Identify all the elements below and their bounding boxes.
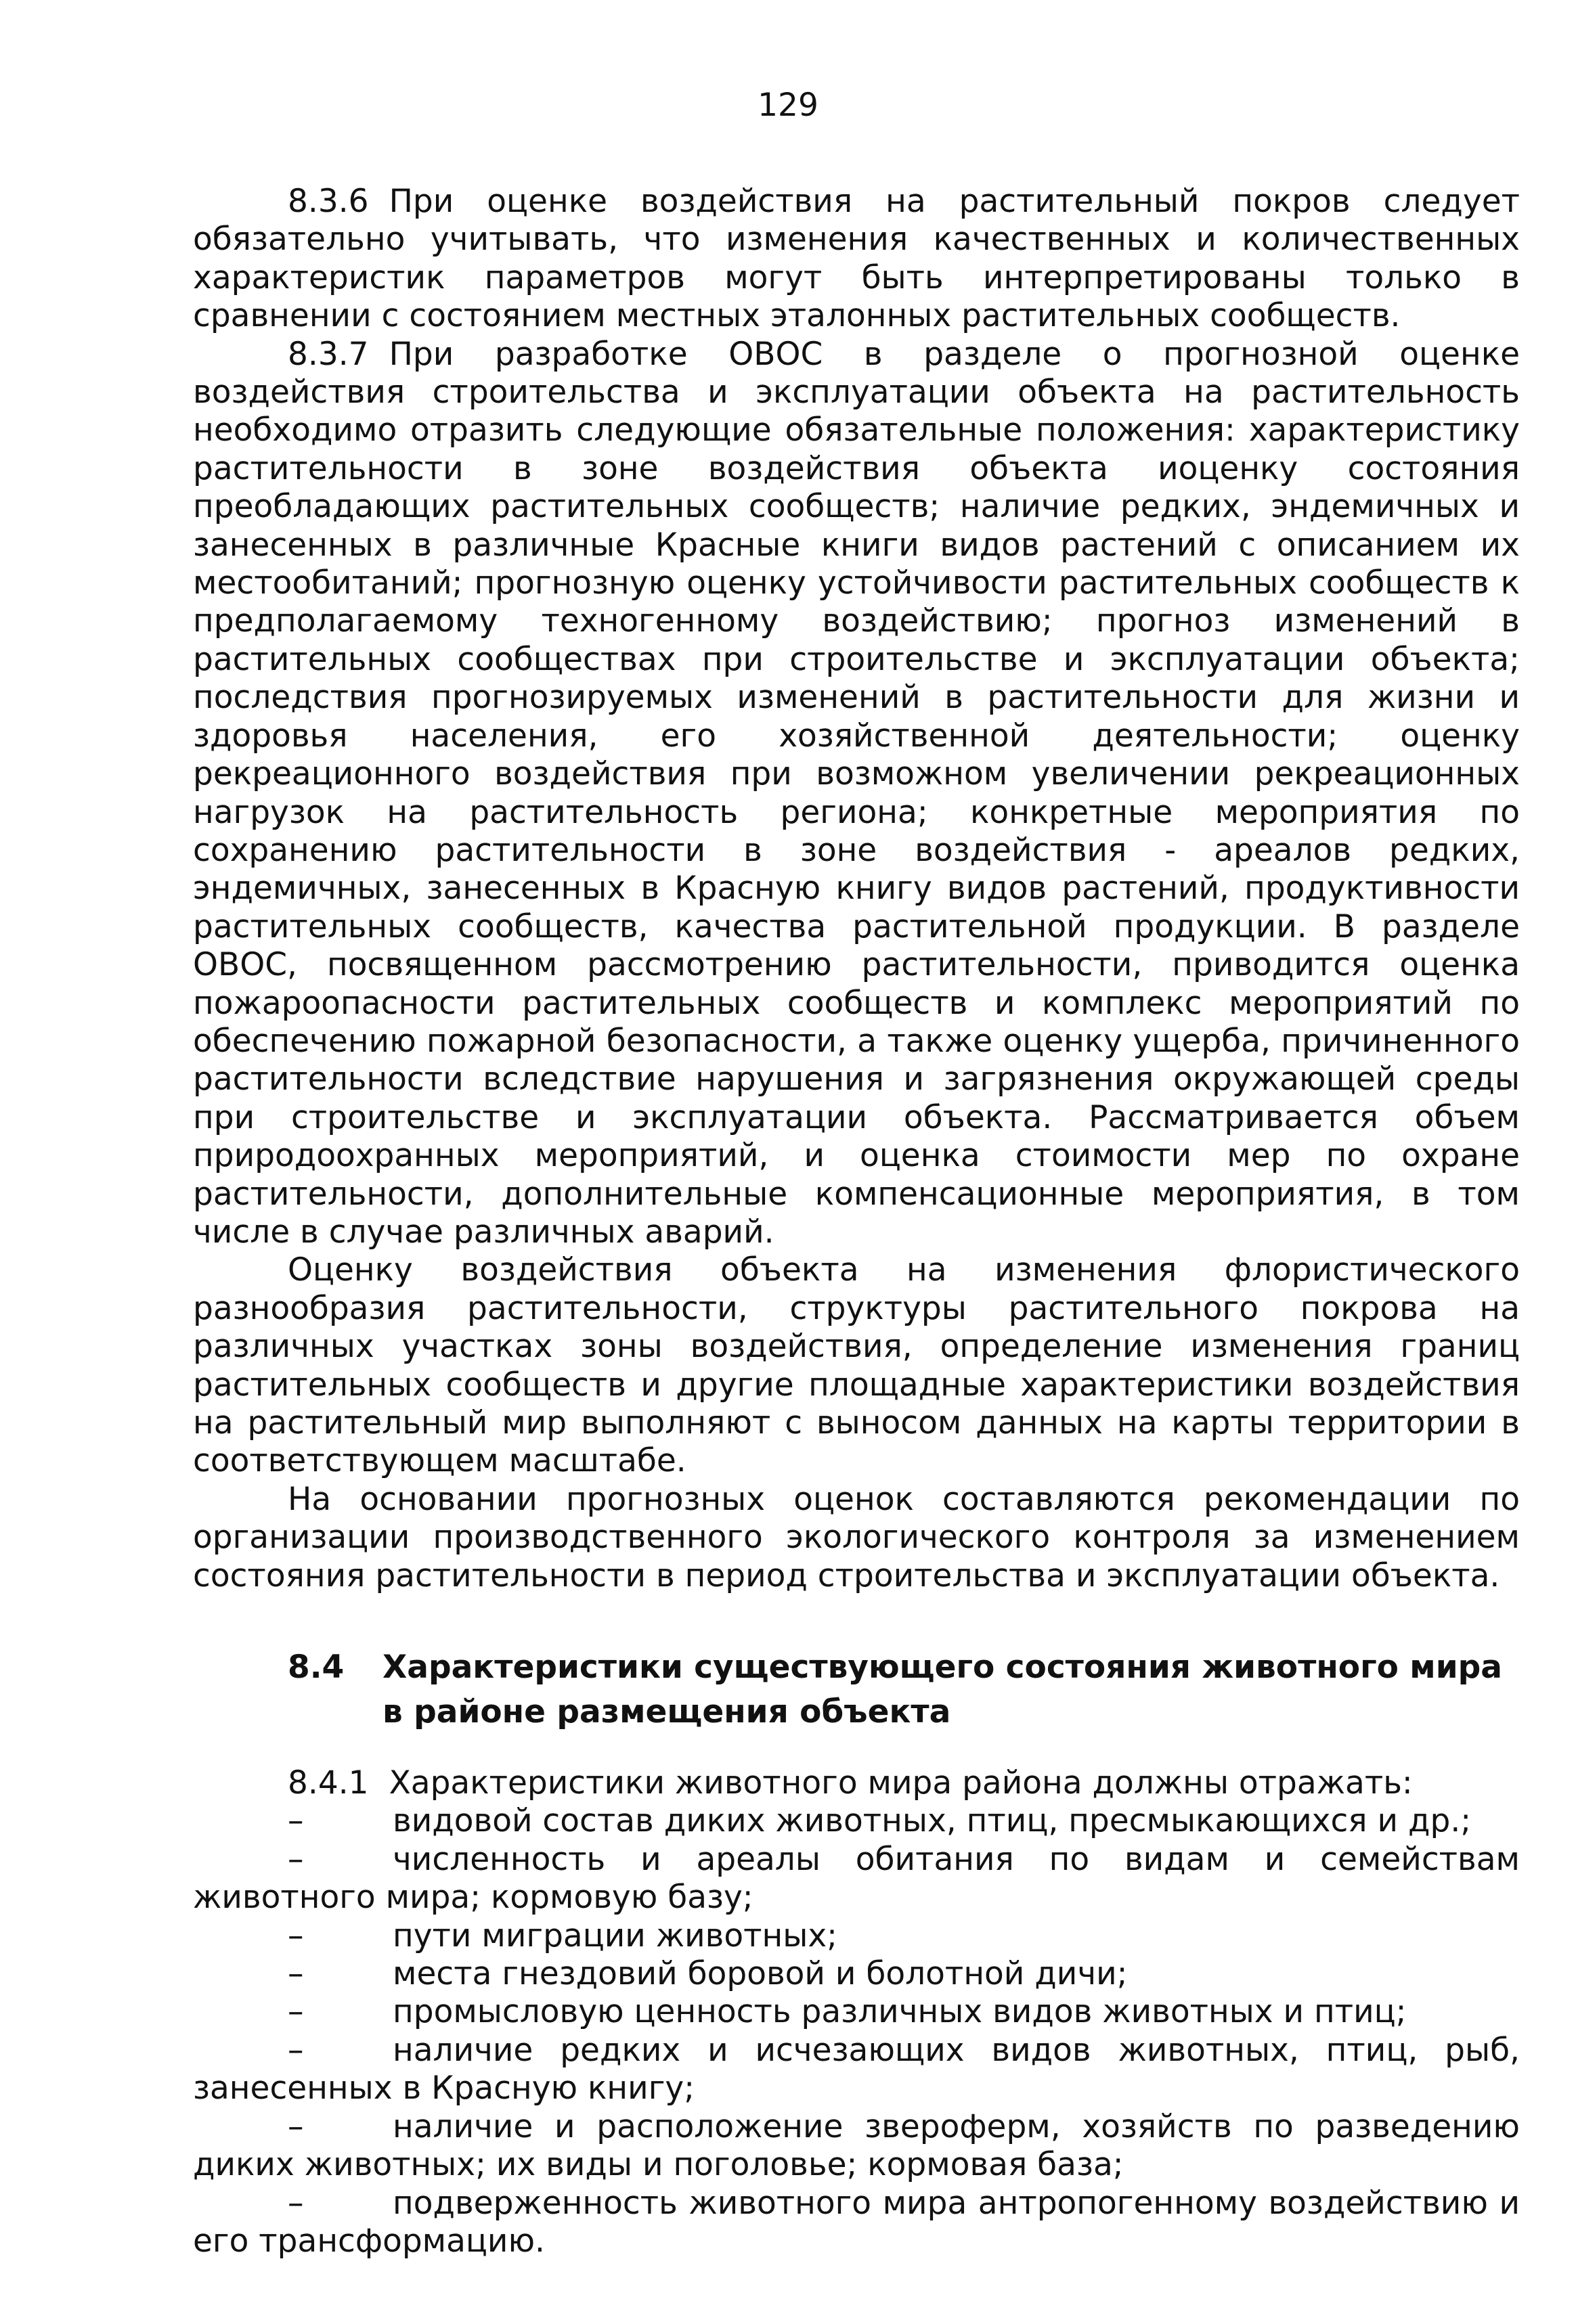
- list-dash: –: [288, 1955, 304, 1993]
- list-item: [193, 1841, 1520, 1917]
- list-dash: –: [288, 1993, 304, 2031]
- paragraph-8-4-1: [193, 1764, 1520, 1802]
- list-item: [193, 1802, 1520, 1840]
- list-dash: –: [288, 2107, 304, 2145]
- list-dash: –: [288, 1840, 304, 1878]
- paragraph-8-3-7: [193, 336, 1520, 1252]
- paragraph-text: Характеристики животного мира района должны отражать:: [389, 1764, 1413, 1802]
- paragraph-text: При разработке ОВОС в разделе о прогнозной оценке воздействия строительства и эксплуатации объекта на растительность необходимо отразить следующие обязательные положения: характеристику растительности в зоне воздействия объекта иоценку состояния преобладающих растительных сообществ; наличие редких, эндемичных и занесенных в различные Красные книги видов растений с описанием их местообитаний; прогнозную оценку устойчивости растительных сообществ к предполагаемому техногенному воздействию; прогноз изменений в растительных сообществах при строительстве и эксплуатации объекта; последствия прогнозируемых изменений в растительности для жизни и здоровья населения, его хозяйственной деятельности; оценку рекреационного воздействия при возможном увеличении рекреационных нагрузок на растительность региона; конкретные мероприятия по сохранению растительности в зоне воздействия - ареалов редких, эндемичных, занесенных в Красную книгу видов растений, продуктивности растительных сообществ, качества растительной продукции. В разделе ОВОС, посвященном рассмотрению растительности, приводится оценка пожароопасности растительных сообществ и комплекс мероприятий по обеспечению пожарной безопасности, а также оценку ущерба, причиненного растительности вследствие нарушения и загрязнения окружающей среды при строительстве и эксплуатации объекта. Рассматривается объем природоохранных мероприятий, и оценка стоимости мер по охране растительности, дополнительные компенсационные мероприятия, в том числе в случае различных аварий.: [193, 335, 1520, 1251]
- section-number: 8.4: [288, 1649, 345, 1686]
- list-item-text: промысловую ценность различных видов животных и птиц;: [393, 1993, 1407, 2031]
- list-item-text: видовой состав диких животных, птиц, пресмыкающихся и др.;: [393, 1802, 1472, 1840]
- list-item-text: наличие редких и исчезающих видов животных, птиц, рыб, занесенных в Красную книгу;: [193, 2031, 1520, 2107]
- list-item: [193, 2108, 1520, 2185]
- paragraph-recommendations: На основании прогнозных оценок составляются рекомендации по организации производственного экологического контроля за изменением состояния растительности в период строительства и эксплуатации объекта.: [193, 1480, 1520, 1594]
- paragraph-text: При оценке воздействия на растительный покров следует обязательно учитывать, что изменения качественных и количественных характеристик параметров могут быть интерпретированы только в сравнении с состоянием местных эталонных растительных сообществ.: [193, 183, 1520, 335]
- list-item: [193, 2185, 1520, 2261]
- list-dash: –: [288, 2184, 304, 2222]
- paragraph-number: 8.3.6: [288, 183, 369, 220]
- list-item-text: пути миграции животных;: [393, 1917, 837, 1954]
- document-body: [193, 183, 1520, 2260]
- section-heading-8-4: [193, 1645, 1520, 1735]
- paragraph-number: 8.4.1: [288, 1764, 369, 1802]
- list-item-text: наличие и расположение звероферм, хозяйств по разведению диких животных; их виды и поголовье; кормовая база;: [193, 2107, 1520, 2184]
- paragraph-number: 8.3.7: [288, 335, 369, 373]
- paragraph-flora: Оценку воздействия объекта на изменения флористического разнообразия растительности, структуры растительного покрова на различных участках зоны воздействия, определение изменения границ растительных сообществ и другие площадные характеристики воздействия на растительный мир выполняют с выносом данных на карты территории в соответствующем масштабе.: [193, 1251, 1520, 1480]
- paragraph-8-3-6: [193, 183, 1520, 336]
- section-title: [382, 1645, 1520, 1735]
- list-item: [193, 1993, 1520, 2031]
- list-item-text: подверженность животного мира антропогенному воздействию и его трансформацию.: [193, 2184, 1520, 2260]
- list-item-text: места гнездовий боровой и болотной дичи;: [393, 1955, 1128, 1993]
- list-item: [193, 1955, 1520, 1993]
- section-title-line1: Характеристики существующего состояния животного мира: [382, 1649, 1502, 1686]
- list-item-text: численность и ареалы обитания по видам и семействам животного мира; кормовую базу;: [193, 1840, 1520, 1917]
- section-title-line2: в районе размещения объекта: [382, 1693, 951, 1731]
- list-item: [193, 2032, 1520, 2108]
- page-number: 129: [758, 87, 818, 124]
- list-item: [193, 1917, 1520, 1955]
- list-dash: –: [288, 1802, 304, 1840]
- list-dash: –: [288, 1917, 304, 1954]
- fauna-characteristics-list: [193, 1802, 1520, 2260]
- list-dash: –: [288, 2031, 304, 2069]
